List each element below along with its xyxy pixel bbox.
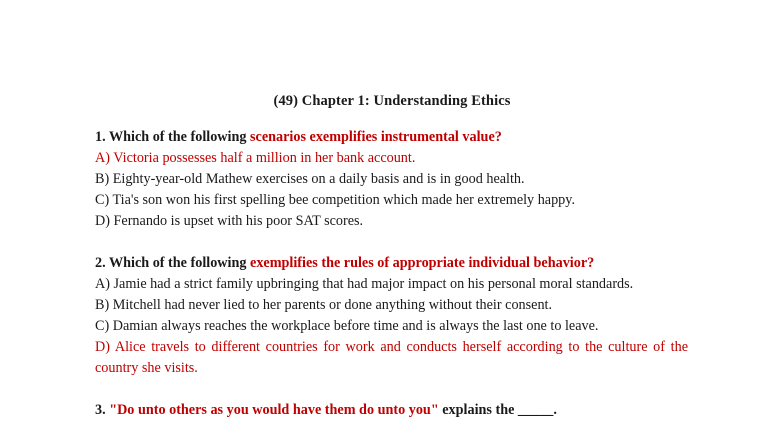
spacer xyxy=(95,232,688,253)
question-1-stem xyxy=(95,127,688,148)
option-correct: A) Victoria possesses half a million in her bank account. xyxy=(95,150,416,166)
option-correct: D) Alice travels to different countries for work and conducts herself according to the culture of the country she visits. xyxy=(95,339,688,376)
question-2-stem xyxy=(95,253,688,274)
question-emphasis: scenarios exemplifies instrumental value? xyxy=(250,129,502,145)
question-emphasis: "Do unto others as you would have them do unto you" xyxy=(109,402,439,418)
option: B) Mitchell had never lied to her parents or done anything without their consent. xyxy=(95,297,553,313)
question-2 xyxy=(95,253,688,379)
question-3-stem xyxy=(95,400,688,421)
question-number: 3. xyxy=(95,402,106,418)
question-list xyxy=(95,127,688,421)
option: C) Tia's son won his first spelling bee competition which made her extremely happy. xyxy=(95,192,575,208)
page-title: (49) Chapter 1: Understanding Ethics xyxy=(273,93,511,109)
question-prefix: Which of the following xyxy=(108,129,251,145)
option: B) Eighty-year-old Mathew exercises on a daily basis and is in good health. xyxy=(95,171,525,187)
question-3 xyxy=(95,400,688,421)
spacer xyxy=(95,379,688,400)
option: D) Fernando is upset with his poor SAT scores. xyxy=(95,213,364,229)
question-number: 1. xyxy=(95,129,106,145)
question-number: 2. xyxy=(95,255,106,271)
option: A) Jamie had a strict family upbringing that had major impact on his personal moral standards. xyxy=(95,276,634,292)
question-prefix: Which of the following xyxy=(108,255,251,271)
question-emphasis: exemplifies the rules of appropriate individual behavior? xyxy=(250,255,595,271)
question-suffix: explains the _____. xyxy=(438,402,557,418)
question-1 xyxy=(95,127,688,232)
option: C) Damian always reaches the workplace before time and is always the last one to leave. xyxy=(95,318,599,334)
